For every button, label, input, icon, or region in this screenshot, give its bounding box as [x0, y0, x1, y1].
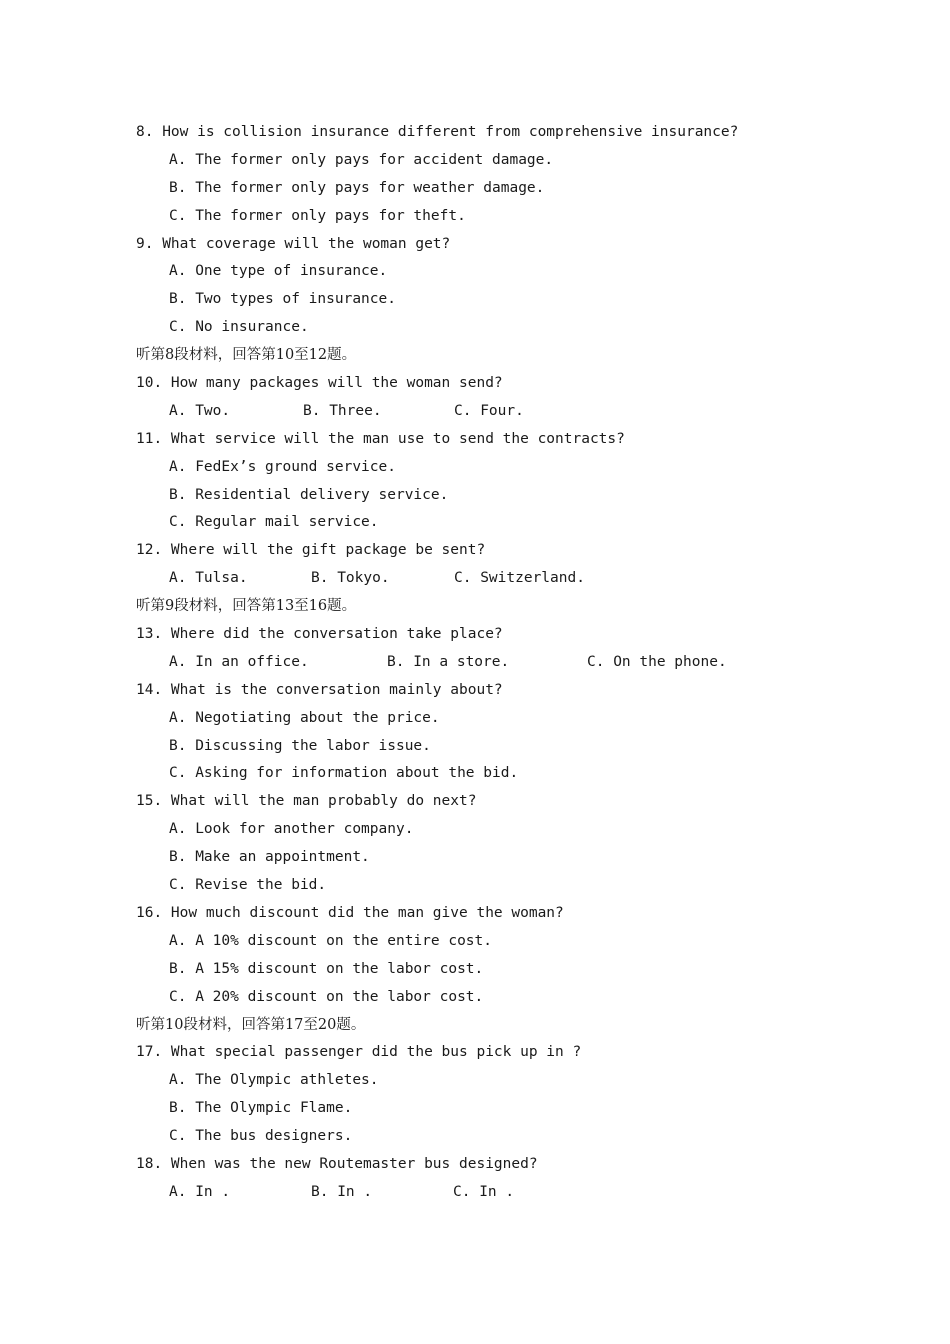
question-12-option-a: A. Tulsa.	[169, 570, 248, 587]
question-14-option-b: B. Discussing the labor issue.	[169, 737, 431, 754]
question-13-option-b: B. In a store.	[387, 653, 510, 670]
question-11-stem: 11. What service will the man use to send the contracts?	[136, 430, 625, 447]
question-17-stem: 17. What special passenger did the bus pick up in ?	[136, 1044, 582, 1061]
question-14-option-c: C. Asking for information about the bid.	[169, 765, 519, 782]
question-8-option-c: C. The former only pays for theft.	[169, 207, 466, 224]
question-18-stem: 18. When was the new Routemaster bus designed?	[136, 1155, 538, 1172]
question-18-option-c: C. In .	[453, 1183, 515, 1200]
question-17-option-c: C. The bus designers.	[169, 1128, 353, 1145]
question-16-option-b: B. A 15% discount on the labor cost.	[169, 960, 484, 977]
question-9-option-a: A. One type of insurance.	[169, 263, 388, 280]
question-16-stem: 16. How much discount did the man give the woman?	[136, 904, 564, 921]
question-12-options	[136, 565, 836, 593]
question-16-option-c: C. A 20% discount on the labor cost.	[169, 988, 484, 1005]
question-10-option-a: A. Two.	[169, 402, 231, 419]
question-11-option-b: B. Residential delivery service.	[169, 486, 449, 503]
question-14-stem: 14. What is the conversation mainly about?	[136, 681, 503, 698]
question-15-stem: 15. What will the man probably do next?	[136, 793, 477, 810]
section-10-instruction: 听第10段材料，回答第17至20题。	[136, 1016, 366, 1033]
question-9-option-b: B. Two types of insurance.	[169, 291, 396, 308]
question-10-option-b: B. Three.	[303, 402, 382, 419]
question-13-option-a: A. In an office.	[169, 653, 309, 670]
question-17-option-a: A. The Olympic athletes.	[169, 1072, 379, 1089]
question-10-options	[136, 398, 836, 426]
section-9-instruction: 听第9段材料，回答第13至16题。	[136, 598, 357, 615]
question-15-option-b: B. Make an appointment.	[169, 849, 370, 866]
question-18-option-a: A. In .	[169, 1183, 231, 1200]
question-11-option-a: A. FedEx’s ground service.	[169, 458, 396, 475]
question-8-stem: 8. How is collision insurance different from comprehensive insurance?	[136, 124, 739, 140]
question-10-option-c: C. Four.	[454, 402, 524, 419]
question-8-option-a: A. The former only pays for accident damage.	[169, 151, 554, 168]
question-13-stem: 13. Where did the conversation take place?	[136, 626, 503, 643]
question-13-option-c: C. On the phone.	[587, 653, 727, 670]
question-13-options	[136, 649, 836, 677]
exam-page	[136, 119, 836, 1207]
question-10-stem: 10. How many packages will the woman send?	[136, 375, 503, 392]
section-8-instruction: 听第8段材料，回答第10至12题。	[136, 347, 357, 364]
question-9-stem: 9. What coverage will the woman get?	[136, 235, 451, 252]
question-12-option-c: C. Switzerland.	[454, 570, 585, 587]
question-12-stem: 12. Where will the gift package be sent?	[136, 542, 486, 559]
question-18-option-b: B. In .	[311, 1183, 373, 1200]
question-17-option-b: B. The Olympic Flame.	[169, 1100, 353, 1117]
question-12-option-b: B. Tokyo.	[311, 570, 390, 587]
question-16-option-a: A. A 10% discount on the entire cost.	[169, 932, 493, 949]
question-11-option-c: C. Regular mail service.	[169, 514, 379, 531]
question-18-options	[136, 1179, 836, 1207]
question-14-option-a: A. Negotiating about the price.	[169, 709, 440, 726]
question-15-option-c: C. Revise the bid.	[169, 877, 327, 894]
question-9-option-c: C. No insurance.	[169, 319, 309, 336]
question-8-option-b: B. The former only pays for weather damage.	[169, 179, 545, 196]
question-15-option-a: A. Look for another company.	[169, 821, 414, 838]
